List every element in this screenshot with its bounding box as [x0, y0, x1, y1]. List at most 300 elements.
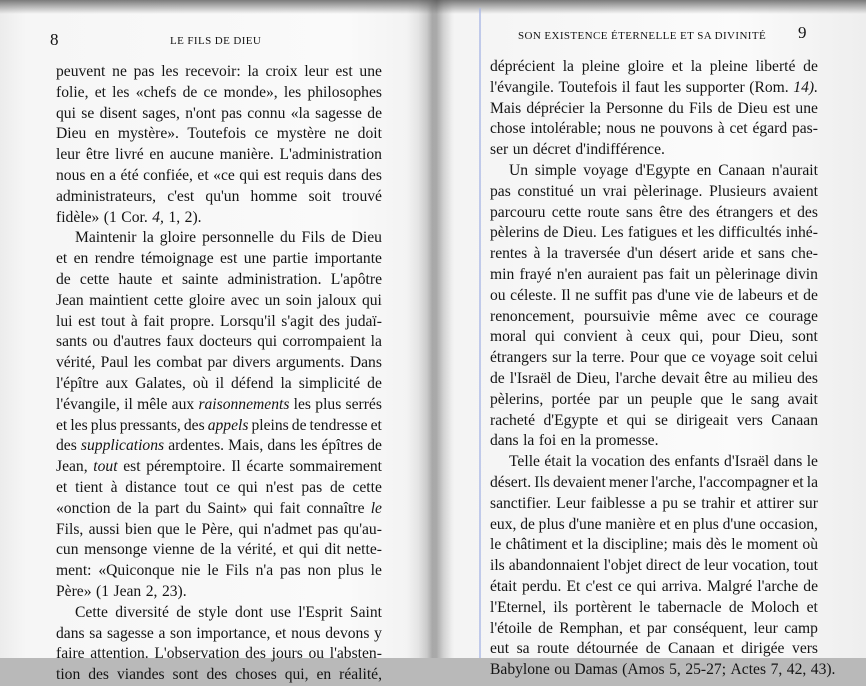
- word: vie: [694, 286, 714, 304]
- word: devons: [325, 624, 370, 642]
- word: étrangers: [490, 349, 548, 367]
- word: «onction: [56, 499, 111, 517]
- word: «chefs: [135, 83, 177, 101]
- word: sagesse: [315, 104, 362, 122]
- word: constitué: [517, 182, 574, 200]
- word: ce: [254, 125, 269, 143]
- text-line: [490, 348, 818, 369]
- word: connu: [247, 104, 286, 122]
- word: 5,: [669, 661, 681, 679]
- word: défend: [231, 374, 274, 392]
- word: jours: [271, 645, 303, 663]
- word: partie: [272, 250, 309, 268]
- word: de: [367, 374, 382, 392]
- word: à: [625, 328, 633, 346]
- word: vrai: [602, 182, 627, 200]
- word: étrangers: [716, 203, 774, 221]
- word: des: [688, 203, 710, 221]
- word: l'objet: [603, 557, 642, 575]
- word: d'un: [626, 245, 654, 263]
- word: la: [690, 58, 702, 75]
- word: et: [282, 541, 294, 559]
- word: est: [335, 63, 353, 80]
- word: avec: [230, 291, 260, 309]
- word: la: [562, 58, 574, 75]
- word: gloire: [627, 58, 664, 75]
- word: d'Israël: [724, 453, 770, 471]
- word: un: [264, 291, 281, 309]
- word: l'arche: [757, 577, 799, 595]
- word: Mais: [490, 99, 522, 117]
- text-line: [490, 473, 818, 494]
- text-line: [56, 624, 382, 645]
- word: d'Egypte: [543, 411, 599, 429]
- word: le: [370, 562, 382, 580]
- word: attirer: [756, 494, 794, 512]
- word: renoncement,: [490, 307, 575, 325]
- word: le: [207, 562, 219, 580]
- text-line: [56, 353, 382, 374]
- text-line: [56, 561, 382, 582]
- word: distance: [125, 478, 177, 496]
- word: décret: [532, 141, 571, 159]
- word: Cor.: [121, 208, 148, 226]
- left-page-number: 8: [50, 30, 59, 49]
- word: Dieu: [737, 99, 768, 117]
- word: (Amos: [622, 661, 665, 679]
- word: était: [544, 453, 572, 471]
- word: les: [300, 437, 318, 455]
- word: 2,: [145, 582, 158, 600]
- word: Toutefois: [187, 125, 247, 143]
- word: ou: [308, 645, 325, 663]
- word: vérité,: [56, 354, 96, 372]
- word: (1: [96, 582, 110, 600]
- text-line: [490, 431, 818, 452]
- word: «ce: [213, 166, 235, 184]
- word: une: [795, 99, 818, 117]
- word: fait: [668, 265, 690, 283]
- word: de: [556, 369, 572, 387]
- word: pleine: [709, 58, 748, 75]
- word: et: [161, 270, 173, 288]
- word: route: [537, 640, 570, 658]
- word: livré: [115, 146, 144, 164]
- word: s'agit: [281, 312, 314, 330]
- word: de: [717, 99, 733, 117]
- word: qui: [636, 577, 657, 595]
- word: ceux: [641, 328, 671, 346]
- word: un: [626, 390, 643, 408]
- word: sa: [516, 640, 530, 658]
- word: conséquent,: [673, 619, 748, 637]
- word: L'observation: [154, 645, 240, 663]
- word: Cette: [75, 603, 108, 621]
- word: pas: [279, 562, 301, 580]
- word: pu: [662, 494, 679, 512]
- word: soin: [285, 291, 312, 309]
- word: use: [270, 603, 291, 621]
- word: Dieu: [56, 125, 87, 143]
- word: dans: [56, 624, 85, 642]
- word: moral: [490, 328, 527, 346]
- word: de: [176, 603, 191, 621]
- word: discipline;: [602, 536, 668, 554]
- word: à: [717, 120, 725, 138]
- word: traversée: [564, 245, 621, 263]
- word: vienne: [152, 541, 195, 559]
- word: inhé-: [785, 224, 818, 242]
- word: des: [797, 369, 818, 387]
- word: pas: [221, 104, 242, 122]
- word: du: [279, 229, 296, 247]
- word: en: [73, 250, 89, 268]
- word: intolérable;: [530, 120, 602, 138]
- text-line: [56, 395, 382, 416]
- word: de: [685, 557, 701, 575]
- text-line: [56, 124, 382, 145]
- word: diversité: [115, 603, 169, 621]
- word: manière: [605, 515, 656, 533]
- text-line: [490, 535, 818, 556]
- word: se: [81, 104, 95, 122]
- word: et: [681, 224, 693, 242]
- word: parcouru: [490, 203, 546, 221]
- word: celui: [787, 349, 818, 367]
- text-line: [56, 291, 382, 312]
- word: l'Israël: [509, 369, 552, 387]
- word: et: [197, 166, 209, 184]
- word: sang: [750, 390, 780, 408]
- word: sont: [172, 666, 199, 684]
- word: Pour: [629, 349, 660, 367]
- word: à: [130, 312, 138, 330]
- word: Jean,: [56, 458, 88, 476]
- word: Jean: [56, 291, 84, 309]
- word: être: [85, 146, 110, 164]
- word: milieu: [752, 369, 793, 387]
- text-line: [490, 327, 818, 348]
- text-line: [56, 332, 382, 353]
- word: leur: [56, 146, 81, 164]
- word: importante: [314, 250, 382, 268]
- text-line: [490, 390, 818, 411]
- word: la: [575, 453, 587, 471]
- word: jaloux: [317, 291, 357, 309]
- text-line: [490, 57, 818, 78]
- word: mener: [608, 473, 648, 491]
- right-page-text: [490, 57, 836, 681]
- word: 14).: [793, 78, 818, 96]
- word: par: [207, 354, 228, 372]
- word: de: [329, 478, 345, 496]
- word: mais: [672, 536, 702, 554]
- word: de: [803, 577, 818, 595]
- word: cette: [153, 291, 184, 309]
- text-line: [490, 660, 836, 681]
- word: avaient: [772, 182, 818, 200]
- text-line: [56, 166, 382, 187]
- word: pas-: [791, 120, 818, 138]
- word: les: [697, 224, 715, 242]
- word: son: [170, 624, 192, 642]
- word: péremptoire.: [146, 458, 226, 476]
- word: des: [206, 666, 228, 684]
- word: l'absten-: [329, 645, 382, 663]
- word: mensonge: [84, 541, 148, 559]
- word: se: [683, 494, 697, 512]
- word: à: [110, 478, 118, 496]
- word: de: [520, 515, 535, 533]
- word: de: [728, 598, 744, 616]
- word: dirigeait: [676, 411, 729, 429]
- word: administrateurs,: [56, 187, 157, 205]
- word: et: [740, 245, 752, 263]
- word: soit: [308, 187, 331, 205]
- word: les: [161, 63, 179, 80]
- text-line: [56, 228, 382, 249]
- word: vers: [736, 411, 763, 429]
- word: gloire: [188, 291, 226, 309]
- text-line: [56, 540, 382, 561]
- word: et: [606, 411, 618, 429]
- word: le: [184, 520, 197, 538]
- text-line: [56, 208, 382, 229]
- left-running-head: LE FILS DE DIEU: [170, 35, 262, 47]
- word: Leur: [556, 494, 586, 512]
- word: «Quiconque: [98, 562, 175, 580]
- word: même: [659, 307, 698, 325]
- word: 4,: [152, 208, 164, 226]
- word: (1: [103, 208, 117, 226]
- word: et: [722, 640, 734, 658]
- text-line: [490, 119, 818, 140]
- word: il: [124, 395, 133, 413]
- word: docteurs: [199, 333, 252, 351]
- word: déprécient: [490, 58, 555, 75]
- word: fatigues: [627, 224, 678, 242]
- word: à: [533, 245, 541, 263]
- word: tabernacle: [657, 598, 722, 616]
- text-line: [56, 457, 382, 478]
- text-line: [56, 499, 382, 520]
- word: Jean: [113, 582, 142, 600]
- word: la: [142, 229, 154, 247]
- word: Père,: [201, 520, 234, 538]
- word: et: [671, 58, 683, 75]
- word: de: [330, 229, 346, 247]
- word: le: [806, 453, 818, 471]
- word: les: [293, 395, 311, 413]
- word: en: [316, 666, 332, 684]
- word: où: [802, 536, 818, 554]
- word: ardentes.: [168, 437, 225, 455]
- word: la: [546, 245, 559, 263]
- word: gloire: [159, 229, 197, 247]
- word: trahir: [701, 494, 736, 512]
- word: pèlerins,: [490, 390, 544, 408]
- word: recevoir:: [185, 63, 241, 80]
- text-line: [56, 416, 382, 437]
- word: nous: [606, 120, 636, 138]
- word: leur: [753, 619, 778, 637]
- word: Père»: [56, 582, 92, 600]
- word: cet: [729, 120, 748, 138]
- word: de: [182, 83, 198, 101]
- text-line: [490, 140, 818, 161]
- word: de: [116, 499, 132, 517]
- text-line: [490, 556, 818, 577]
- word: où: [192, 374, 209, 392]
- word: style: [198, 603, 228, 621]
- word: portée: [551, 390, 591, 408]
- word: sur: [552, 349, 572, 367]
- word: pas: [133, 63, 155, 80]
- word: ne: [334, 125, 350, 143]
- word: la: [137, 499, 149, 517]
- word: rendre: [94, 250, 135, 268]
- word: Dieu,: [576, 369, 611, 387]
- word: tout: [93, 458, 118, 476]
- word: ce: [691, 349, 706, 367]
- word: et: [275, 624, 287, 642]
- word: du: [185, 499, 202, 517]
- word: Actes: [730, 661, 767, 679]
- word: égard: [752, 120, 788, 138]
- word: divers: [232, 354, 271, 372]
- word: ou: [490, 286, 506, 304]
- word: sainte: [181, 270, 219, 288]
- text-line: [56, 145, 382, 166]
- word: le: [638, 598, 651, 616]
- word: cun: [56, 541, 79, 559]
- word: et: [792, 473, 804, 491]
- word: Fils,: [56, 520, 84, 538]
- word: Paul: [100, 354, 129, 372]
- word: en: [696, 161, 712, 179]
- word: céleste.: [510, 286, 557, 304]
- word: et: [787, 286, 799, 304]
- word: propre.: [169, 312, 215, 330]
- word: Canaan: [771, 411, 818, 429]
- word: en: [89, 166, 105, 184]
- word: l'évangile.: [490, 78, 554, 96]
- word: Toutefois: [558, 78, 618, 96]
- word: fait: [143, 312, 165, 330]
- word: liberté: [755, 58, 796, 75]
- text-line: [56, 270, 382, 291]
- text-line: [490, 265, 818, 286]
- word: poursuivie: [584, 307, 650, 325]
- word: d'une: [657, 286, 691, 304]
- word: Dieu,: [749, 328, 784, 346]
- word: pèlerins: [490, 224, 540, 242]
- word: nette-: [346, 541, 382, 559]
- word: homme: [250, 187, 298, 205]
- word: réalité,: [339, 666, 382, 684]
- word: n'en: [556, 265, 583, 283]
- word: qu'au-: [343, 520, 382, 538]
- word: foi: [538, 432, 557, 450]
- word: (Rom.: [749, 78, 789, 96]
- word: en: [149, 146, 165, 164]
- text-line: [56, 603, 382, 624]
- word: Et: [566, 577, 581, 595]
- word: vers: [792, 640, 818, 658]
- word: tion: [56, 666, 81, 684]
- word: épîtres: [321, 437, 364, 455]
- word: des: [319, 312, 340, 330]
- word: aucune: [169, 146, 214, 164]
- word: qui: [56, 104, 76, 122]
- word: un: [694, 265, 711, 283]
- word: d'indifférence.: [575, 141, 665, 159]
- word: une: [359, 63, 382, 80]
- word: combat: [156, 354, 203, 372]
- text-line: [490, 161, 818, 182]
- text-line: [490, 78, 818, 99]
- word: administration.: [227, 270, 322, 288]
- word: qui: [298, 541, 319, 559]
- word: sur: [798, 494, 818, 512]
- word: faut: [635, 78, 660, 96]
- text-line: [490, 515, 818, 536]
- word: faux: [166, 333, 194, 351]
- word: sagesse: [106, 624, 154, 642]
- word: requis: [285, 166, 324, 184]
- word: frayé: [519, 265, 552, 283]
- text-line: [56, 312, 382, 333]
- word: Un: [509, 161, 529, 179]
- word: L'apôtre: [330, 270, 382, 288]
- word: Telle: [509, 453, 540, 471]
- word: des: [56, 437, 77, 455]
- word: Fils: [301, 229, 325, 247]
- word: a: [109, 166, 117, 184]
- word: de: [718, 286, 734, 304]
- word: au: [732, 369, 748, 387]
- word: de: [543, 224, 559, 242]
- word: qui: [253, 499, 274, 517]
- word: châtiment: [505, 536, 568, 554]
- word: a: [650, 494, 658, 512]
- word: était: [490, 577, 517, 595]
- word: moment: [746, 536, 798, 554]
- word: est: [772, 99, 791, 117]
- word: de: [367, 437, 382, 455]
- text-line: [56, 582, 382, 603]
- word: ou: [554, 661, 570, 679]
- word: pressants,: [119, 416, 181, 434]
- word: plus: [692, 515, 719, 533]
- word: connaître: [306, 499, 365, 517]
- word: faiblesse: [590, 494, 646, 512]
- word: d'une: [722, 515, 756, 533]
- text-line: [490, 203, 818, 224]
- text-line: [56, 104, 382, 125]
- word: est: [263, 166, 281, 184]
- word: tient: [75, 478, 103, 496]
- word: raisonnements: [198, 395, 290, 413]
- word: témoignage: [140, 250, 214, 268]
- word: les: [133, 354, 151, 372]
- word: la: [589, 99, 601, 117]
- word: tout: [101, 312, 126, 330]
- word: personnelle: [202, 229, 274, 247]
- text-line: [490, 244, 818, 265]
- word: plus: [538, 515, 565, 533]
- word: la: [806, 473, 818, 491]
